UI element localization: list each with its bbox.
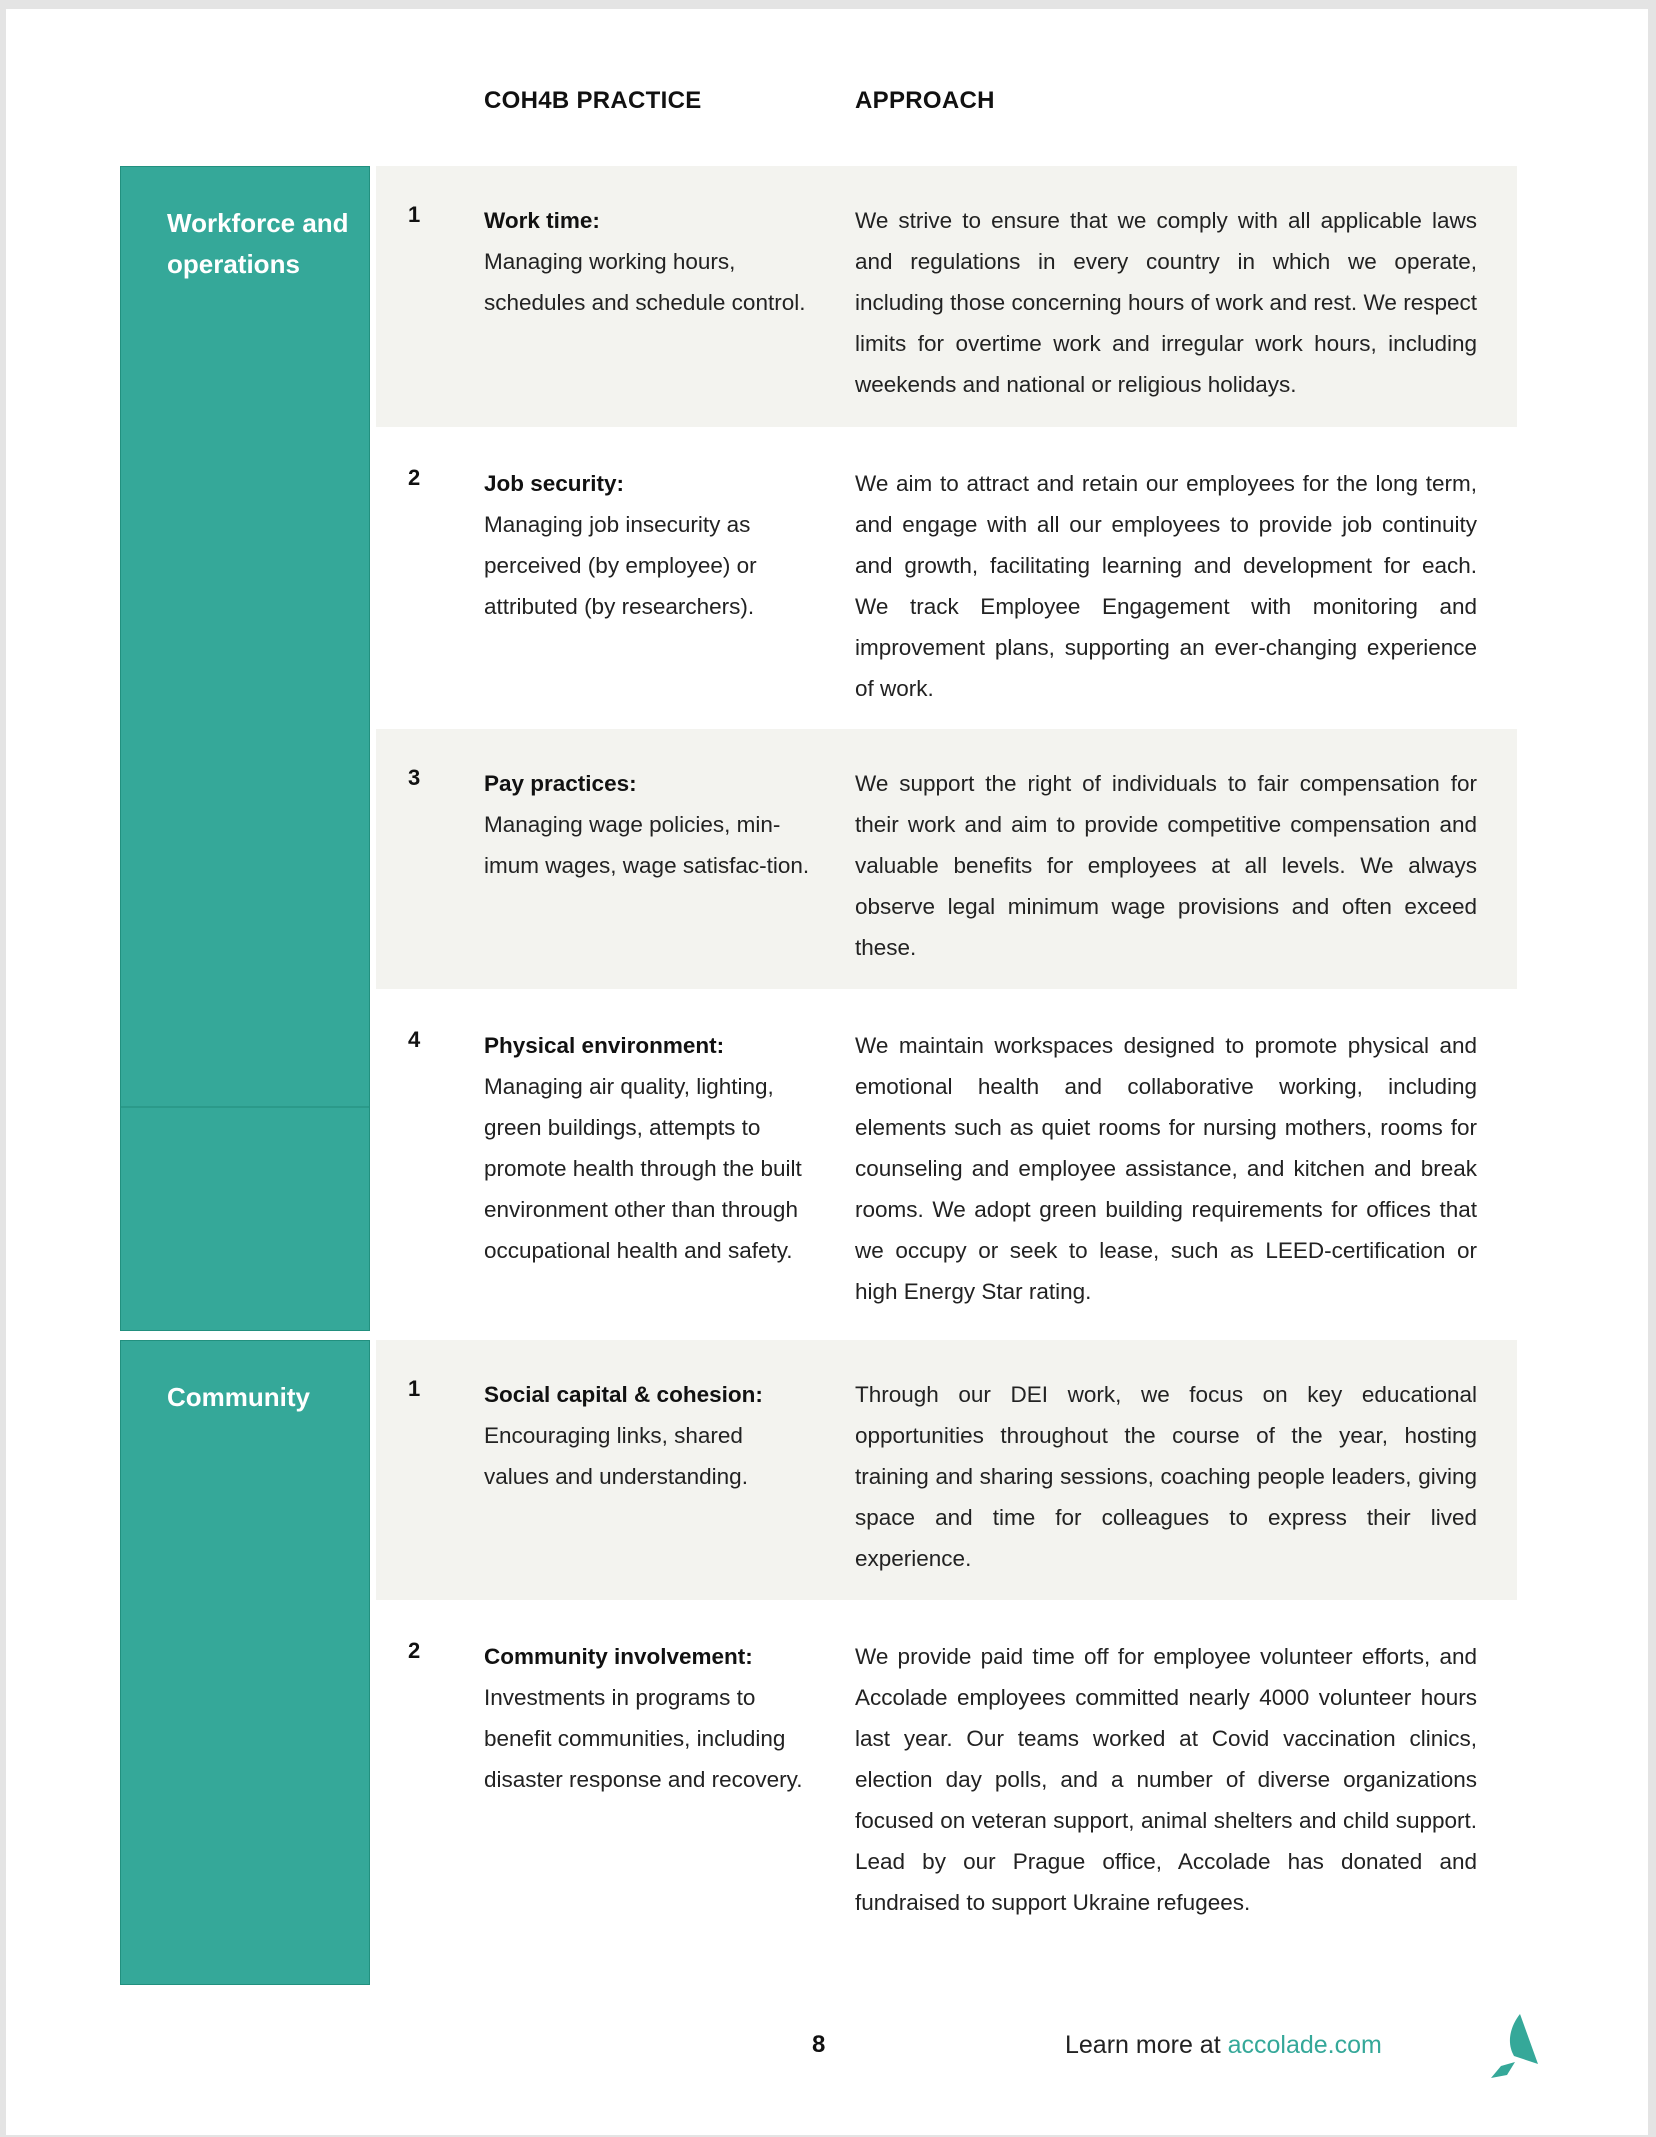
practice-title: Work time: (484, 208, 600, 233)
practice-cell (484, 1636, 814, 1800)
accolade-logo-icon (1487, 2012, 1539, 2080)
row-number: 1 (408, 1376, 421, 1401)
approach-cell: We provide paid time off for employee volunteer efforts, and Accolade employees committed nearly 4000 volunteer hours last year. Our teams worked at Covid vaccination clinics, election day polls, and a number of diverse organizations focused on veteran support, animal shelters and child support. Lead by our Prague office, Accolade has donated and fundraised to support Ukraine refugees. (855, 1644, 1477, 1915)
accolade-link[interactable]: accolade.com (1227, 2031, 1382, 2059)
practice-description: Encouraging links, shared values and understanding. (484, 1423, 748, 1489)
row-number: 3 (408, 765, 421, 790)
section-label-workforce: Workforce and operations (167, 208, 349, 279)
practice-description: Managing job insecurity as perceived (by employee) or attributed (by researchers). (484, 512, 757, 619)
practice-title: Pay practices: (484, 771, 637, 796)
approach-cell: Through our DEI work, we focus on key educational opportunities throughout the course of the year, hosting training and sharing sessions, coaching people leaders, giving space and time for colleagues to express their lived experience. (855, 1382, 1477, 1571)
column-header-practice: COH4B PRACTICE (484, 87, 702, 114)
row-number: 4 (408, 1027, 421, 1052)
practice-title: Job security: (484, 471, 625, 496)
approach-cell: We aim to attract and retain our employees for the long term, and engage with all our employees to provide job continuity and growth, facilitating learning and development for each. We track Employee Engagement with monitoring and improvement plans, supporting an ever-changing experience of work. (855, 471, 1477, 701)
table-row (376, 1600, 1517, 1985)
practice-cell (484, 763, 814, 886)
table-row (376, 989, 1517, 1331)
footer-learn-more (1065, 2031, 1382, 2060)
practice-cell (484, 463, 814, 627)
practice-cell (484, 1025, 814, 1271)
document-page (6, 9, 1648, 2135)
table-row (376, 166, 1517, 427)
practice-description: Managing wage policies, min-imum wages, wage satisfac-tion. (484, 812, 810, 878)
column-header-approach: APPROACH (855, 87, 995, 114)
row-number: 1 (408, 202, 421, 227)
section-band-workforce (120, 166, 370, 1331)
row-number: 2 (408, 465, 421, 490)
practice-cell (484, 200, 814, 323)
table-row (376, 427, 1517, 729)
practice-description: Managing working hours, schedules and schedule control. (484, 249, 806, 315)
page-number: 8 (812, 2031, 826, 2058)
practice-title: Community involvement: (484, 1644, 753, 1669)
table-row (376, 1340, 1517, 1600)
practice-description: Investments in programs to benefit communities, including disaster response and recovery. (484, 1685, 803, 1792)
practice-title: Physical environment: (484, 1033, 725, 1058)
approach-cell: We strive to ensure that we comply with all applicable laws and regulations in every country in which we operate, including those concerning hours of work and rest. We respect limits for overtime work and irregular work hours, including weekends and national or religious holidays. (855, 208, 1477, 397)
practice-title: Social capital & cohesion: (484, 1382, 763, 1407)
section-band-community (120, 1340, 370, 1985)
band-divider (121, 1106, 369, 1108)
practice-description: Managing air quality, lighting, green buildings, attempts to promote health through the built environment other than through occupational health and safety. (484, 1074, 802, 1263)
approach-cell: We support the right of individuals to fair compensation for their work and aim to provide competitive compensation and valuable benefits for employees at all levels. We always observe legal minimum wage provisions and often exceed these. (855, 771, 1477, 960)
practice-cell (484, 1374, 814, 1497)
learn-more-text: Learn more at (1065, 2031, 1228, 2059)
section-label-community: Community (167, 1382, 310, 1412)
approach-cell: We maintain workspaces designed to promote physical and emotional health and collaborative working, including elements such as quiet rooms for nursing mothers, rooms for counseling and employee assistance, and kitchen and break rooms. We adopt green building requirements for offices that we occupy or seek to lease, such as LEED-certification or high Energy Star rating. (855, 1033, 1477, 1304)
row-number: 2 (408, 1638, 421, 1663)
table-row (376, 729, 1517, 989)
